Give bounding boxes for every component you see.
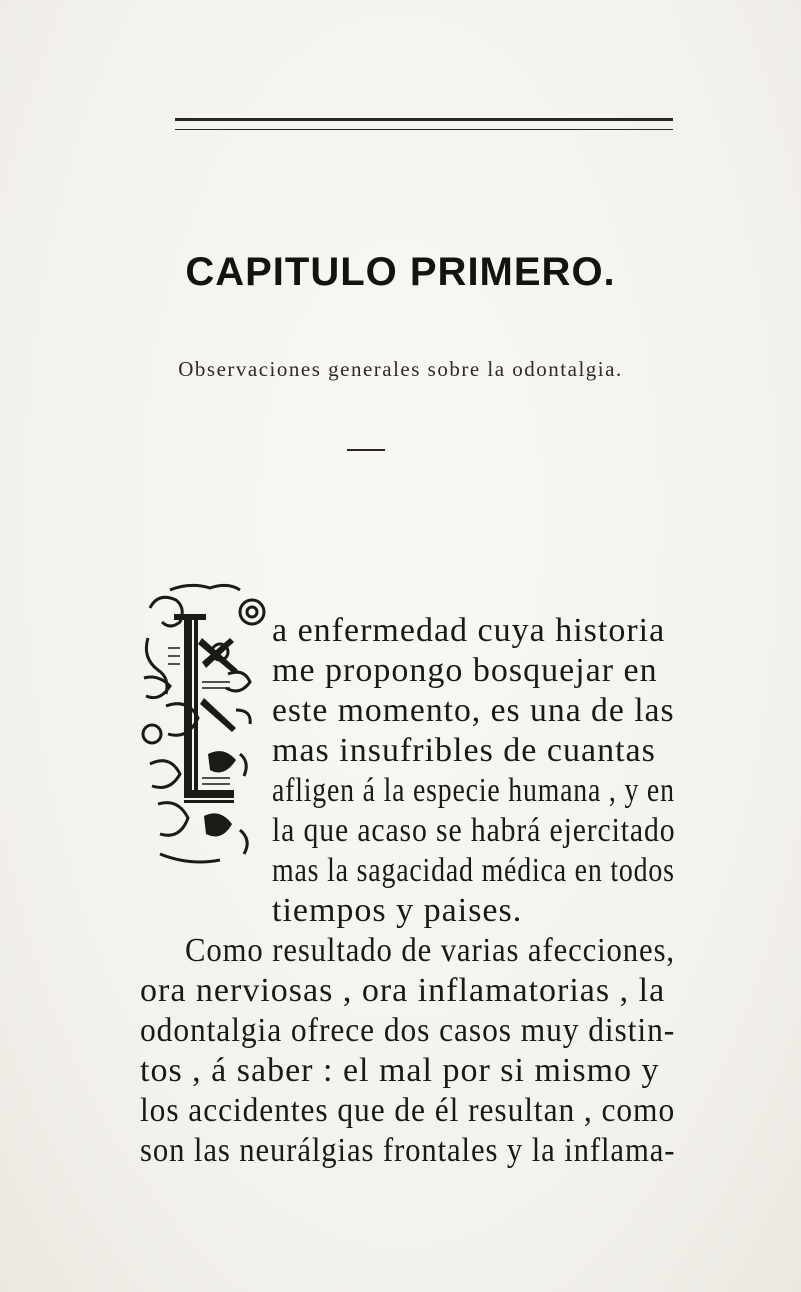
- text-line-3: este momento, es una de las: [272, 692, 675, 729]
- text-line-12: tos , á saber : el mal por si mismo y: [140, 1052, 660, 1089]
- text-line-1: a enfermedad cuya historia: [272, 612, 666, 649]
- text-line-8: tiempos y paises.: [272, 892, 523, 929]
- chapter-subtitle: Observaciones generales sobre la odontalgia.: [178, 357, 623, 381]
- text-line-7: mas la sagacidad médica en todos: [272, 852, 675, 889]
- text-line-14: son las neurálgias frontales y la inflama-: [140, 1132, 676, 1169]
- text-line-10: ora nerviosas , ora inflamatorias , la: [140, 972, 666, 1009]
- ornamental-initial-l: [140, 578, 270, 878]
- text-line-13: los accidentes que de él resultan , como: [140, 1092, 676, 1129]
- chapter-title: CAPITULO PRIMERO.: [185, 250, 616, 294]
- text-line-5: afligen á la especie humana , y en: [272, 772, 675, 809]
- text-line-9: Como resultado de varias afecciones,: [185, 932, 675, 969]
- text-line-4: mas insufribles de cuantas: [272, 732, 656, 769]
- text-line-11: odontalgia ofrece dos casos muy distin-: [140, 1012, 676, 1049]
- text-line-2: me propongo bosquejar en: [272, 652, 658, 689]
- top-double-rule: [175, 118, 673, 130]
- text-line-6: la que acaso se habrá ejercitado: [272, 812, 676, 849]
- section-divider: [347, 449, 385, 451]
